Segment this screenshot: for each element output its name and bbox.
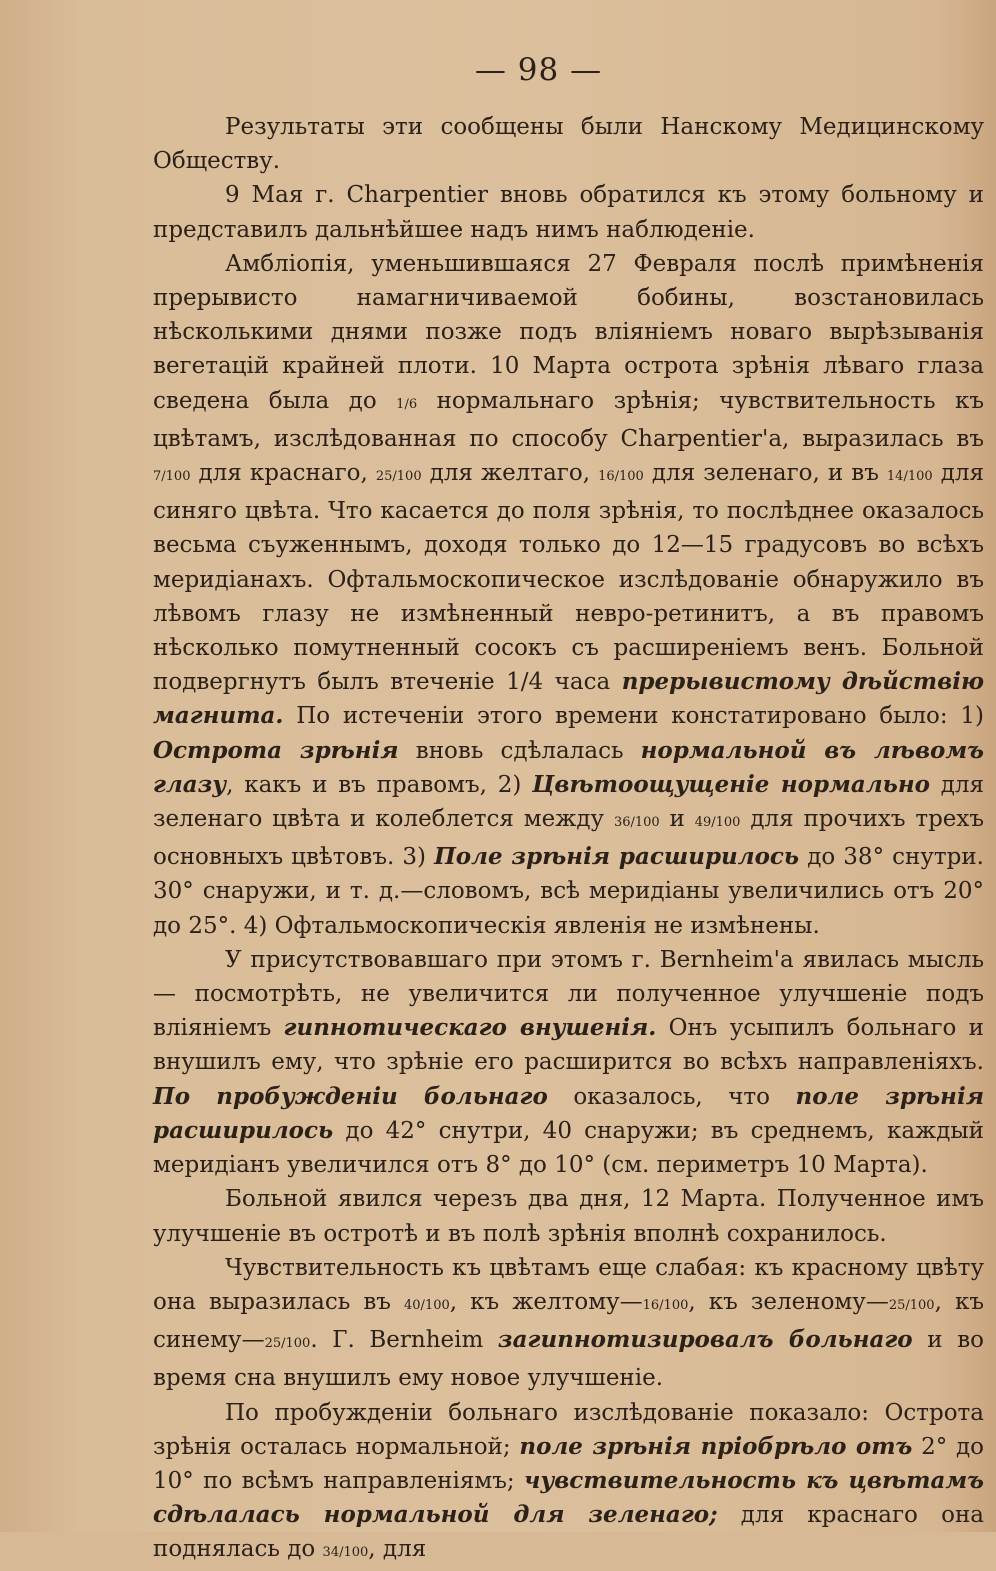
- emphasis: гипнотическаго внушенія.: [283, 1014, 657, 1042]
- text-run: По истеченіи этого времени констатировано было: 1): [283, 703, 984, 730]
- fraction: 7/100: [153, 469, 191, 485]
- text-run: Онъ усыпилъ больнаго и внушилъ ему, что зрѣніе его расширится во всѣхъ направленіяхъ.: [153, 1015, 984, 1076]
- fraction: 14/100: [886, 469, 933, 485]
- text-run: оказалось, что: [547, 1083, 796, 1110]
- emphasis: По пробужденіи больнаго: [153, 1082, 548, 1110]
- emphasis: загипнотизировалъ больнаго: [497, 1326, 913, 1354]
- paragraph-3: [153, 247, 984, 943]
- emphasis: Поле зрѣнія расширилось: [434, 843, 800, 871]
- emphasis: чувствительность къ цвѣтамъ сдѣлалась нормальной для зеленаго;: [153, 1466, 984, 1529]
- emphasis: нормальной въ лѣвомъ глазу: [153, 736, 984, 798]
- fraction: 16/100: [598, 469, 644, 485]
- text-run: У присутствовавшаго при этомъ г. Bernheim'a явилась мысль— посмотрѣть, не увеличится ли полученное улучшеніе подъ вліяніемъ: [153, 946, 984, 1042]
- paragraph-4: [153, 943, 984, 1182]
- fraction: 25/100: [375, 469, 422, 485]
- text-run: вновь сдѣлалась: [398, 737, 641, 764]
- emphasis: поле зрѣнія расширилось: [153, 1082, 984, 1144]
- paragraph-6: [153, 1251, 984, 1396]
- fraction: 1/6: [396, 396, 418, 412]
- fraction: 16/100: [642, 1297, 689, 1313]
- text-run: 2° до 10° по всѣмъ направленіямъ;: [153, 1433, 984, 1494]
- text-run: Чувствительность къ цвѣтамъ еще слабая: къ красному цвѣту она выразилась въ: [153, 1254, 984, 1315]
- text-run: до 38° снутри. 30° снаружи, и т. д.—словомъ, всѣ меридіаны увеличились отъ 20° до 25°. 4) Офтальмоскопическія явленія не измѣнены.: [153, 844, 984, 939]
- text-run: , для: [368, 1536, 427, 1563]
- text-run: , къ желтому—: [449, 1288, 643, 1315]
- paragraph-1: Результаты эти сообщены были Нанскому Медицинскому Обществу.: [153, 114, 984, 175]
- paragraph-5: Больной явился черезъ два дня, 12 Марта. Полученное имъ улучшеніе въ остротѣ и въ полѣ зрѣнія вполнѣ сохранилось.: [153, 1186, 984, 1247]
- fraction: 40/100: [404, 1297, 450, 1313]
- fraction: 25/100: [888, 1297, 935, 1313]
- body-text: [153, 110, 984, 1571]
- text-run: до 42° снутри, 40 снаружи; въ среднемъ, каждый меридіанъ увеличился отъ 8° до 10° (см. периметръ 10 Марта).: [153, 1117, 984, 1179]
- emphasis: прерывистому дѣйствію магнита.: [153, 668, 985, 730]
- emphasis: Острота зрѣнія: [153, 736, 399, 764]
- text-run: для синяго цвѣта. Что касается до поля зрѣнія, то послѣднее оказалось весьма съуженнымъ, доходя только до 12—15 градусовъ во всѣхъ меридіанахъ. Офтальмоскопическое изслѣдованіе обнаружило въ лѣвомъ глазу не измѣненный невро-ретинитъ, а въ правомъ нѣсколько помутненный сосокъ съ расширеніемъ венъ. Больной подвергнутъ былъ втеченіе: [153, 460, 984, 696]
- text-run: для краснаго она поднялась до: [153, 1502, 984, 1563]
- paragraph-7: [153, 1396, 984, 1571]
- text-run: нормальнаго зрѣнія; чувствительность къ цвѣтамъ, изслѣдованная по способу Charpentier'a, выразилась въ: [153, 387, 984, 452]
- emphasis: Цвѣтоощущеніе нормально: [532, 770, 930, 798]
- text-run: для зеленаго цвѣта и колеблется между: [153, 771, 985, 833]
- fraction: 25/100: [264, 1336, 311, 1352]
- fraction: 49/100: [694, 815, 741, 831]
- text-run: Амбліопія, уменьшившаяся 27 Февраля послѣ примѣненія прерывисто намагничиваемой бобины, возстановилась нѣсколькими днями позже подъ вліяніемъ новаго вырѣзыванія вегетацій крайней плоти. 10 Марта острота зрѣнія лѣваго глаза сведена была до: [153, 250, 984, 414]
- text-run: , какъ и въ правомъ, 2): [226, 771, 533, 798]
- text-run: , къ зеленому—: [688, 1288, 889, 1315]
- fraction: 34/100: [322, 1545, 369, 1561]
- text-run: , къ синему—: [153, 1288, 984, 1354]
- text-run: для желтаго,: [421, 460, 599, 487]
- text-run: По пробужденіи больнаго изслѣдованіе показало: Острота зрѣнія осталась нормальной;: [153, 1399, 984, 1460]
- text-run: часа: [543, 669, 622, 696]
- paragraph-2: 9 Мая г. Charpentier вновь обратился къ этому больному и представилъ дальнѣйшее надъ нимъ наблюденіе.: [153, 182, 984, 243]
- text-run: и во время сна внушилъ ему новое улучшеніе.: [153, 1327, 984, 1392]
- text-run: для краснаго,: [190, 460, 376, 487]
- fraction: 1/4: [506, 669, 544, 696]
- fraction: 36/100: [613, 815, 660, 831]
- emphasis: поле зрѣнія пріобрѣло отъ: [519, 1432, 913, 1460]
- text-run: и: [659, 806, 695, 833]
- text-run: . Г. Bernheim: [310, 1327, 498, 1354]
- page-number: — 98 —: [474, 52, 603, 88]
- text-run: для зеленаго, и въ: [643, 460, 887, 487]
- text-run: для прочихъ трехъ основныхъ цвѣтовъ. 3): [153, 806, 985, 871]
